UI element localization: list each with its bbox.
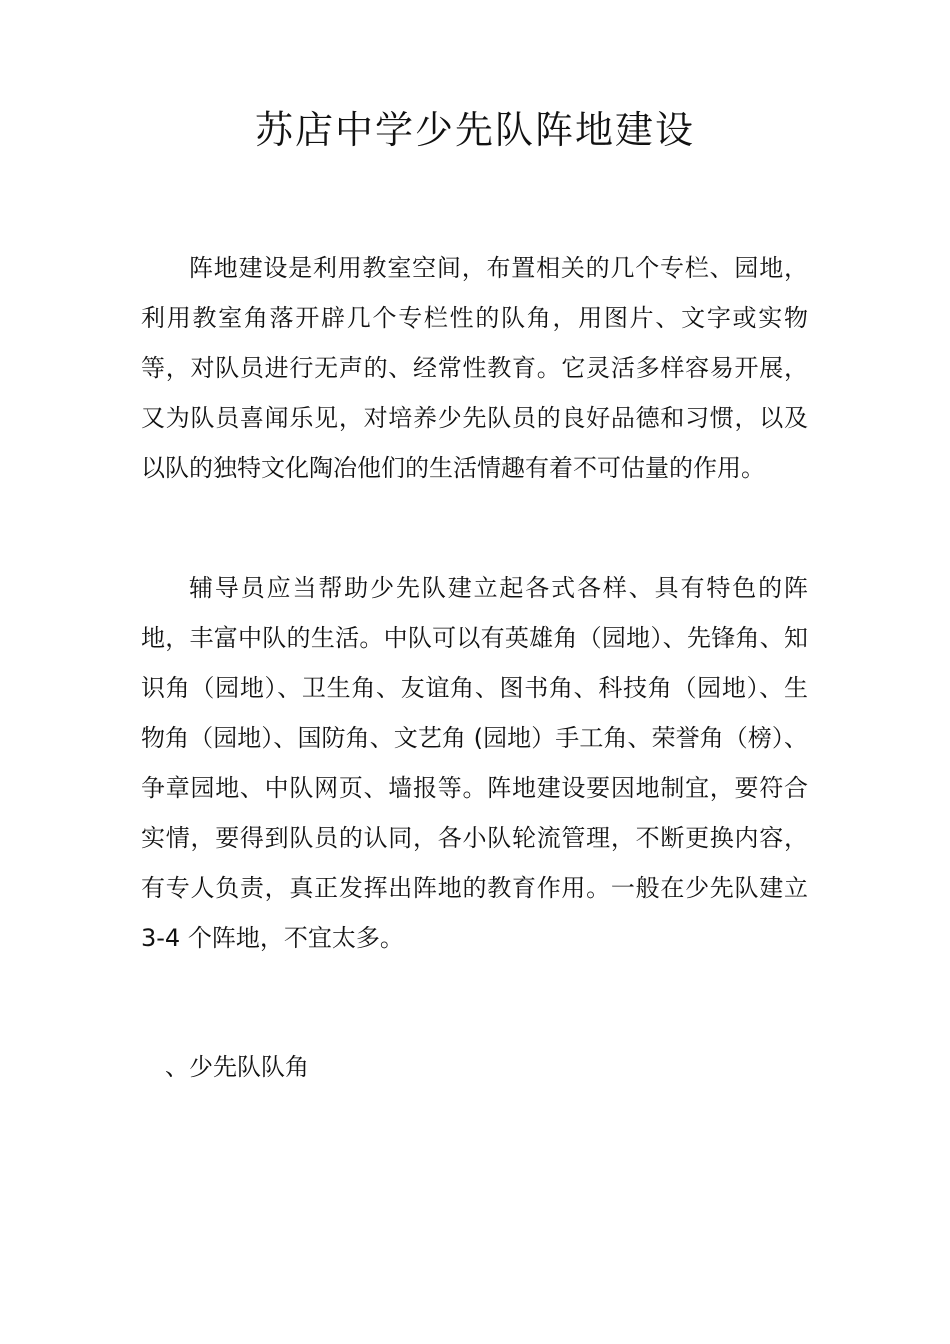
section-heading: 、少先队队角	[165, 1053, 309, 1081]
paragraph-counselor: 辅导员应当帮助少先队建立起各式各样、具有特色的阵地，丰富中队的生活。中队可以有英雄角（园地）、先锋角、知识角（园地）、卫生角、友谊角、图书角、科技角（园地）、生物角（园地）、国防角、文艺角 (园地）手工角、荣誉角（榜）、争章园地、中队网页、墙报等。阵地建设要因地制宜，要符合实情，要得到队员的认同，各小队轮流管理，不断更换内容，有专人负责，真正发挥出阵地的教育作用。一般在少先队建立 3-4 个阵地，不宜太多。	[141, 574, 808, 952]
document-title: 苏店中学少先队阵地建设	[254, 108, 695, 152]
paragraph-intro: 阵地建设是利用教室空间，布置相关的几个专栏、园地，利用教室角落开辟几个专栏性的队角，用图片、文字或实物等，对队员进行无声的、经常性教育。它灵活多样容易开展，又为队员喜闻乐见，对培养少先队员的良好品德和习惯，以及以队的独特文化陶冶他们的生活情趣有着不可估量的作用。	[141, 254, 808, 482]
